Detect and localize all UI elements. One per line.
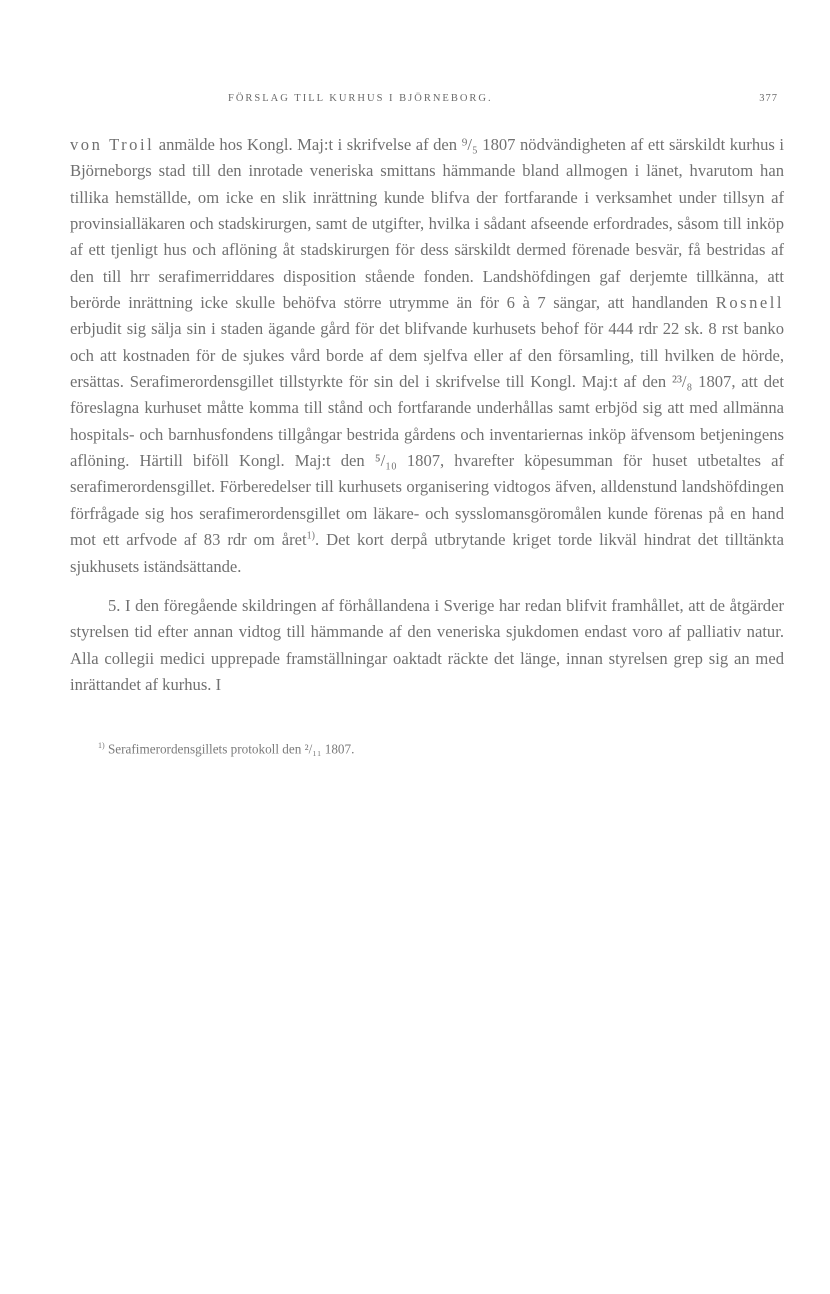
paragraph-1-text-part-1: anmälde hos Kongl. Maj:t i skrifvelse af den ⁹/₅ 1807 nödvändigheten af ett särskildt kurhus i Björneborgs stad till den inrotade veneriska smittans hämmande bland allmogen i länet, hvarutom han tillika hemställde, om icke en slik inrättning kunde blifva der fortfarande i verksamhet under tillsyn af provinsialläkaren och stadskirurgen, samt de utgifter, hvilka i sådant afseende erfordrades, såsom till inköp af ett tjenligt hus och aflöning åt stadskirurgen för dess särskildt dermed förenade besvär, få bestridas af den till hrr serafimerriddares disposition stående fonden. Landshöfdingen gaf derjemte tillkänna, att berörde inrättning icke skulle behöfva större utrymme än för 6 à 7 sängar, att handlanden — [70, 135, 784, 313]
book-page — [70, 93, 784, 759]
person-name-rosnell: Rosnell — [715, 293, 784, 313]
footnote-text: Serafimerordensgillets protokoll den ²/₁₁ 1807. — [104, 741, 355, 757]
person-name-troil: von Troil — [70, 135, 155, 154]
running-head — [70, 93, 784, 113]
footnote-reference[interactable]: 1) — [306, 530, 315, 542]
paragraph-2: 5. I den föregående skildringen af förhållandena i Sverige har redan blifvit framhållet, att de åtgärder styrelsen tid efter annan vidtog till hämmande af den veneriska sjukdomen endast voro af palliativ natur. Alla collegii medici upprepade framställningar oaktadt räckte det länge, innan styrelsen grep sig an med inrättandet af kurhus. I — [70, 595, 784, 694]
body-text — [70, 132, 784, 698]
footnote — [70, 737, 784, 758]
footnote-marker: 1) — [98, 741, 105, 751]
paragraph-1-text-part-2: erbjudit sig sälja sin i staden ägande gård för det blifvande kurhusets behof för 444 rdr 22 sk. 8 rst banko och att kostnaden för de sjukes vård borde af dem sjelfva eller af den församling, till hvilken de hörde, ersättas. Serafimerordensgillet tillstyrkte för sin del i skrifvelse till Kongl. Maj:t af den ²³/₈ 1807, att det föreslagna kurhuset måtte komma till stånd och fortfarande underhållas samt erbjöd sig att med allmänna hospitals- och barnhusfondens tillgångar bestrida gårdens och inventariernas inköp äfvensom betjeningens aflöning. Härtill biföll Kongl. Maj:t den ⁵/₁₀ 1807, hvarefter köpesumman för huset utbetaltes af serafimerordensgillet. Förberedelser till kurhusets organisering vidtogos äfven, alldenstund landshöfdingen förfrågade sig hos serafimerordensgillet om läkare- och sysslomansgöromålen kunde förenas på en hand mot ett arfvode af 83 rdr om året — [70, 319, 784, 550]
paragraph-1 — [70, 132, 784, 580]
paragraph-1-text-part-3: . Det kort derpå utbrytande kriget torde likväl hindrat det tilltänkta sjukhusets iständsättande. — [70, 530, 784, 576]
page-number: 377 — [759, 93, 778, 104]
running-title: FÖRSLAG TILL KURHUS I BJÖRNEBORG. — [228, 93, 493, 104]
